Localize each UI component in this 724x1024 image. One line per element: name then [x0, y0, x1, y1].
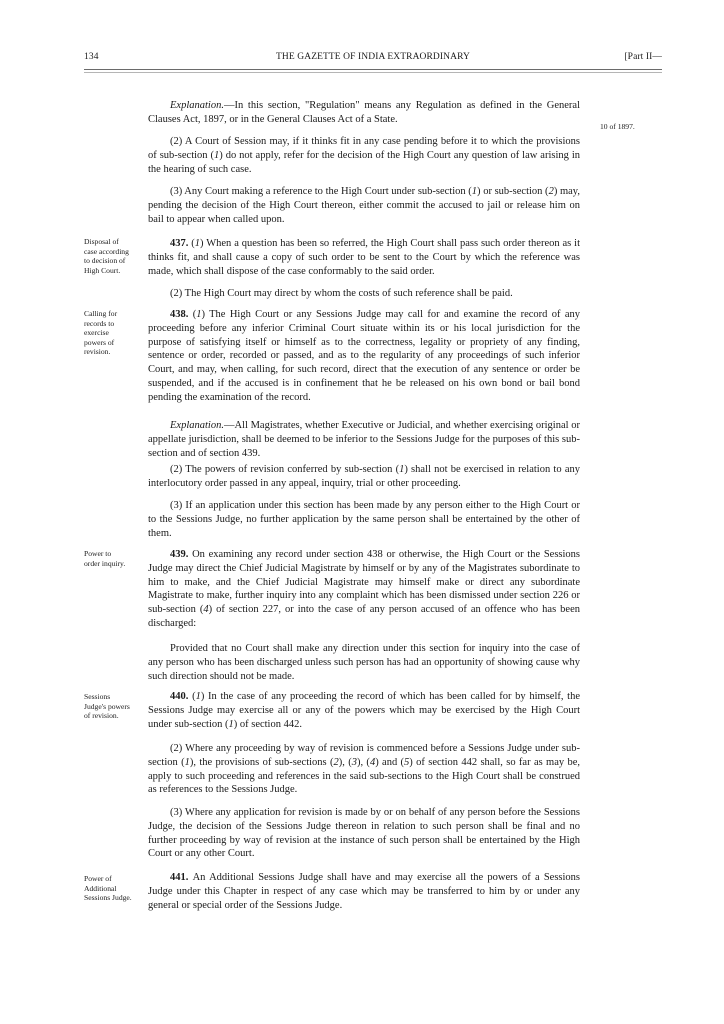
- side-note-line: Power to: [84, 549, 112, 558]
- text-run: ), (: [356, 756, 370, 768]
- side-note-line: Judge's powers: [84, 701, 130, 711]
- text-run: ) of section 442.: [233, 718, 302, 730]
- side-note-line: to decision of: [84, 256, 126, 266]
- text-run: ) of section 442 shall, so far as may be, apply to such proceeding and references in the said sub-sections to the High Court shall be construed as references to the Sessions Judge.: [148, 756, 581, 796]
- paragraph: [148, 99, 580, 127]
- text-run: ) When a question has been so referred, the High Court shall pass such order thereon as it thinks fit, and shall cause a copy of such order to be sent to the Court by which the reference was made, which shall dispose of the case conformably to the said order.: [148, 238, 581, 277]
- text-run: ), the provisions of sub-sections (: [189, 756, 334, 768]
- text-run: (: [192, 691, 196, 702]
- paragraph: [148, 419, 580, 460]
- page-header: [84, 52, 662, 68]
- side-note: [84, 874, 144, 903]
- text-run: 437.: [170, 238, 192, 249]
- text-run: —In this section, "Regulation" means any Regulation as defined in the General Clauses Act, 1897, or in the General Clauses Act of a State.: [148, 100, 580, 125]
- side-note-line: revision.: [84, 347, 111, 357]
- text-run: 3: [351, 756, 357, 768]
- text-run: ) may, pending the decision of the High Court thereon, either commit the accused to jail or release him on bail to appear when called upon.: [148, 186, 580, 225]
- part-label: [Part II—: [624, 52, 662, 62]
- side-note-line: High Court.: [84, 265, 121, 275]
- side-note: [84, 309, 144, 357]
- side-note-line: order inquiry.: [84, 558, 126, 568]
- header-rule: [84, 69, 662, 73]
- text-run: (2) A Court of Session may, if it thinks fit in any case pending before it to which the provisions of sub-section (: [148, 136, 580, 161]
- paragraph: [148, 742, 580, 797]
- text-run: Provided that no Court shall make any direction under this section for inquiry into the case of any person who has been discharged unless such person has had an opportunity of showing cause why such direction should not be made.: [148, 643, 580, 682]
- paragraph: [148, 308, 580, 405]
- paragraph: [148, 237, 580, 278]
- text-run: 439.: [170, 549, 193, 560]
- paragraph: [148, 463, 580, 491]
- text-run: 1: [228, 718, 234, 730]
- side-note-line: powers of: [84, 337, 115, 347]
- text-run: ) do not apply, refer for the decision of the High Court any question of law arising in the hearing of such case.: [148, 149, 580, 175]
- text-run: (: [192, 309, 197, 320]
- text-run: 438.: [170, 309, 193, 320]
- side-note-line: of revision.: [84, 711, 119, 721]
- side-note-line: exercise: [84, 328, 109, 338]
- text-run: 4: [369, 756, 376, 768]
- side-note-line: Additional: [84, 883, 117, 893]
- paragraph: [148, 287, 580, 301]
- paragraph: [148, 871, 580, 912]
- text-run: 1: [196, 309, 202, 320]
- text-run: 1: [399, 464, 405, 475]
- text-run: (3) Any Court making a reference to the High Court under sub-section (: [170, 186, 472, 197]
- text-run: On examining any record under section 438 or otherwise, the High Court or the Sessions Judge may direct the Chief Judicial Magistrate by himself or by any of the Magistrates subordinate to him to make, and the Chief Judicial Magistrate may himself make or direct any subordinate Magistrate to make, further inquiry into any complaint which has been dismissed under section 226 or sub-section (: [148, 549, 581, 616]
- paragraph: [148, 690, 580, 731]
- text-run: Explanation.: [170, 100, 224, 111]
- text-run: ) shall not be exercised in relation to any interlocutory order passed in any appeal, inquiry, trial or other proceeding.: [148, 464, 580, 489]
- side-note-line: records to: [84, 318, 115, 328]
- text-run: ) The High Court or any Sessions Judge may call for and examine the record of any proceeding before any inferior Criminal Court situate within its or his local jurisdiction for the purpose of satisfying itself or himself as to the correctness, legality or propriety of any finding, sentence or order, recorded or passed, and as to the regularity of any proceedings of such inferior Court, and may, when calling, for such record, direct that the execution of any sentence or order be suspended, and if the accused is in confinement that he be released on his own bond or bail bond pending the examination of the record.: [148, 309, 580, 403]
- side-note: [84, 549, 144, 568]
- side-note: [84, 237, 144, 275]
- text-run: (2) The powers of revision conferred by sub-section (: [170, 464, 400, 475]
- side-note-line: Calling for: [84, 309, 118, 318]
- text-run: ) and (: [375, 756, 405, 768]
- text-run: ) or sub-section (: [477, 186, 549, 197]
- text-run: 1: [214, 149, 220, 161]
- paragraph: [148, 642, 580, 683]
- text-run: (2) The High Court may direct by whom the costs of such reference shall be paid.: [170, 288, 513, 299]
- paragraph: [148, 499, 580, 540]
- gazette-title: THE GAZETTE OF INDIA EXTRAORDINARY: [276, 52, 470, 62]
- paragraph: [148, 135, 580, 176]
- text-run: 440.: [170, 691, 193, 702]
- text-run: ) of section 227, or into the case of any person accused of an offence who has been discharged:: [148, 604, 580, 629]
- text-run: 1: [471, 186, 478, 197]
- text-run: 5: [404, 756, 410, 768]
- side-note-line: Disposal of: [84, 237, 119, 246]
- text-run: 1: [184, 756, 190, 768]
- marginal-citation: 10 of 1897.: [600, 122, 635, 131]
- text-run: 2: [333, 756, 339, 768]
- side-note-line: Sessions Judge.: [84, 893, 132, 903]
- text-run: ) In the case of any proceeding the record of which has been called for by himself, the Sessions Judge may exercise all or any of the powers which may be exercised by the High Court under sub-section (: [148, 691, 581, 730]
- side-note: [84, 692, 144, 721]
- text-run: 1: [194, 238, 201, 249]
- text-run: —All Magistrates, whether Executive or Judicial, and whether exercising original or appellate jurisdiction, shall be deemed to be inferior to the Sessions Judge for the purposes of this sub-section and of section 439.: [148, 420, 580, 459]
- page-number: 134: [84, 52, 99, 62]
- text-run: (3) Where any application for revision is made by or on behalf of any person before the Sessions Judge, the decision of the Sessions Judge thereon in relation to such person shall be final and no further proceeding by way of revision at the instance of such person shall be entertained by the High Court or any other Court.: [148, 807, 580, 860]
- paragraph: [148, 548, 580, 631]
- text-run: (3) If an application under this section has been made by any person either to the High Court or to the Sessions Judge, no further application by the same person shall be entertained by the other of them.: [148, 500, 580, 539]
- text-run: ), (: [338, 756, 352, 768]
- text-run: 441.: [170, 872, 193, 883]
- text-run: Explanation.: [170, 420, 224, 431]
- text-run: 4: [203, 604, 209, 616]
- paragraph: [148, 185, 580, 226]
- text-run: An Additional Sessions Judge shall have and may exercise all the powers of a Sessions Judge under this Chapter in respect of any case which may be transferred to him by or under any general or special order of the Sessions Judge.: [148, 872, 580, 911]
- text-run: 2: [548, 186, 554, 197]
- text-run: 1: [195, 691, 201, 702]
- text-run: (2) Where any proceeding by way of revision is commenced before a Sessions Judge under sub-section (: [148, 743, 580, 768]
- side-note-line: case according: [84, 246, 129, 256]
- side-note-line: Sessions: [84, 692, 111, 701]
- paragraph: [148, 806, 580, 861]
- side-note-line: Power of: [84, 874, 112, 883]
- text-run: (: [191, 238, 195, 249]
